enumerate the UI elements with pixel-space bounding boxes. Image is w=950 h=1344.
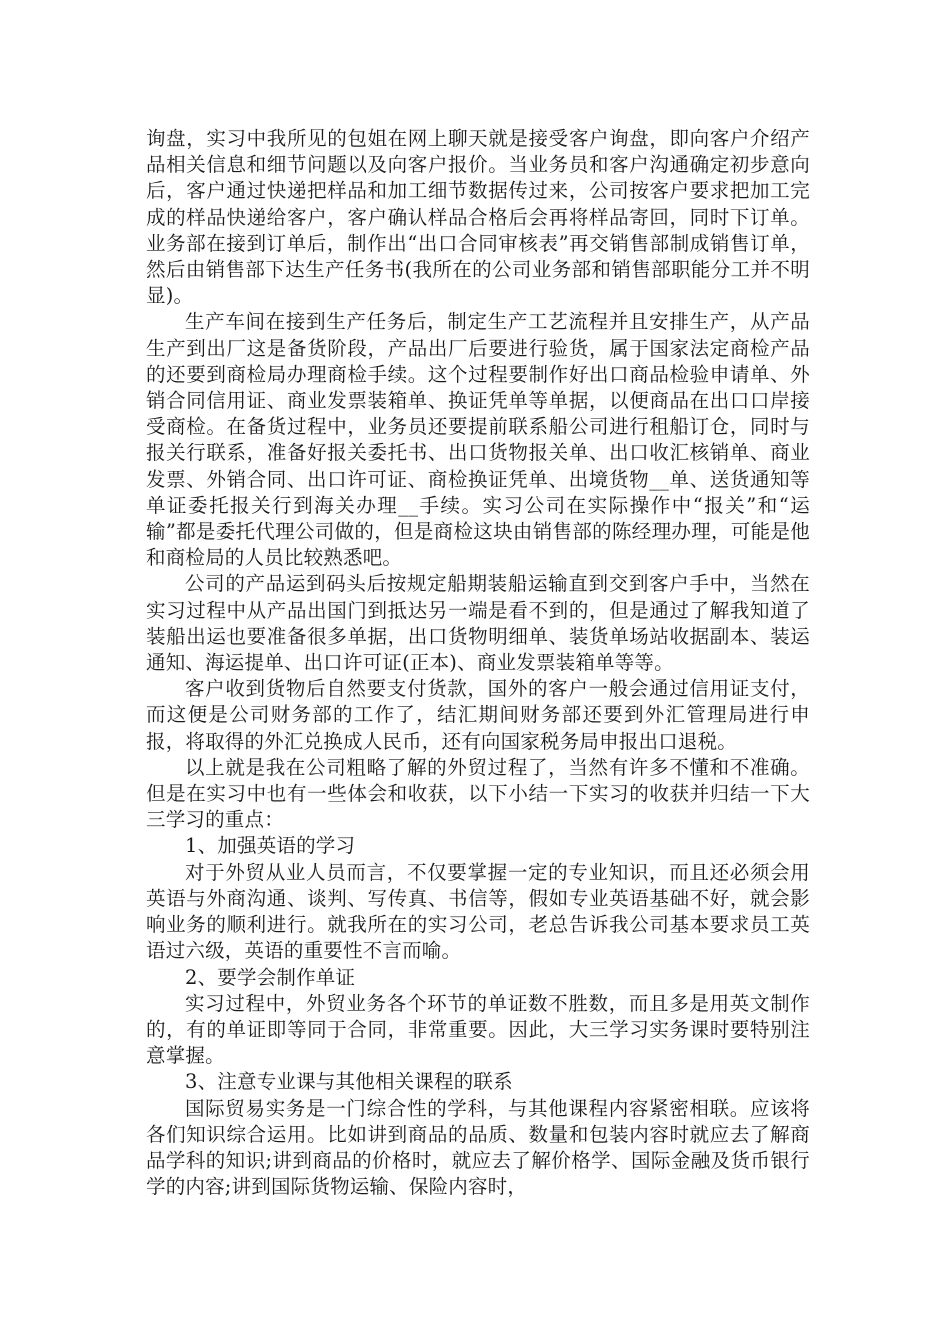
paragraph-english: 对于外贸从业人员而言，不仅要掌握一定的专业知识，而且还必须会用英语与外商沟通、谈判、写传真、书信等，假如专业英语基础不好，就会影响业务的顺利进行。就我所在的实习公司，老总告诉我公司基本要求员工英语过六级，英语的重要性不言而喻。 — [146, 860, 810, 963]
paragraph-courses: 国际贸易实务是一门综合性的学科，与其他课程内容紧密相联。应该将各们知识综合运用。比如讲到商品的品质、数量和包装内容时就应去了解商品学科的知识;讲到商品的价格时，就应去了解价格学、国际金融及货币银行学的内容;讲到国际货物运输、保险内容时， — [146, 1096, 810, 1199]
heading-courses: 3、注意专业课与其他相关课程的联系 — [185, 1070, 513, 1094]
paragraph-summary: 以上就是我在公司粗略了解的外贸过程了，当然有许多不懂和不准确。但是在实习中也有一些体会和收获，以下小结一下实习的收获并归结一下大三学习的重点： — [146, 755, 810, 832]
heading-documents: 2、要学会制作单证 — [185, 965, 356, 989]
heading-english: 1、加强英语的学习 — [185, 834, 356, 858]
paragraph-payment: 客户收到货物后自然要支付货款，国外的客户一般会通过信用证支付，而这便是公司财务部的工作了，结汇期间财务部还要到外汇管理局进行申报，将取得的外汇兑换成人民币，还有向国家税务局申报出口退税。 — [146, 677, 810, 753]
paragraph-production: 生产车间在接到生产任务后，制定生产工艺流程并且安排生产，从产品生产到出厂这是备货阶段，产品出厂后要进行验货，属于国家法定商检产品的还要到商检局办理商检手续。这个过程要制作好出口商品检验申请单、外销合同信用证、商业发票装箱单、换证凭单等单据，以便商品在出口口岸接受商检。在备货过程中，业务员还要提前联系船公司进行租船订仓，同时与报关行联系，准备好报关委托书、出口货物报关单、出口收汇核销单、商业发票、外销合同、出口许可证、商检换证凭单、出境货物__单、送货通知等单证委托报关行到海关办理__手续。实习公司在实际操作中“报关”和“运输”都是委托代理公司做的，但是商检这块由销售部的陈经理办理，可能是他和商检局的人员比较熟悉吧。 — [146, 310, 810, 570]
paragraph-shipping: 公司的产品运到码头后按规定船期装船运输直到交到客户手中，当然在实习过程中从产品出国门到抵达另一端是看不到的，但是通过了解我知道了装船出运也要准备很多单据，出口货物明细单、装货单场站收据副本、装运通知、海运提单、出口许可证(正本)、商业发票装箱单等等。 — [146, 572, 810, 675]
paragraph-inquiry: 询盘，实习中我所见的包姐在网上聊天就是接受客户询盘，即向客户介绍产品相关信息和细节问题以及向客户报价。当业务员和客户沟通确定初步意向后，客户通过快递把样品和加工细节数据传过来，公司按客户要求把加工完成的样品快递给客户，客户确认样品合格后会再将样品寄回，同时下订单。业务部在接到订单后，制作出“出口合同审核表”再交销售部制成销售订单，然后由销售部下达生产任务书(我所在的公司业务部和销售部职能分工并不明显)。 — [146, 127, 810, 308]
paragraph-documents: 实习过程中，外贸业务各个环节的单证数不胜数，而且多是用英文制作的，有的单证即等同于合同，非常重要。因此，大三学习实务课时要特别注意掌握。 — [146, 991, 810, 1068]
document-body — [146, 126, 810, 1200]
